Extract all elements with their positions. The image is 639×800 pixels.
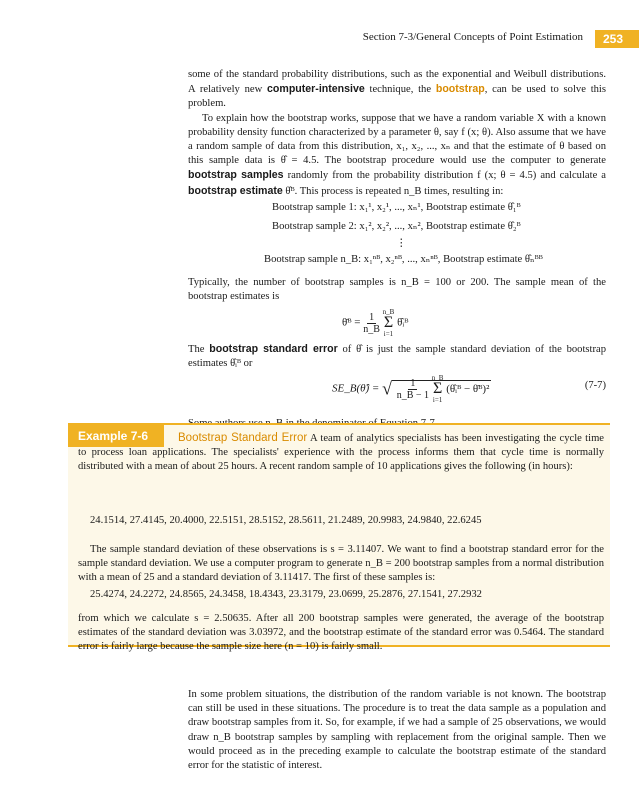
example-label: Example 7-6: [68, 425, 164, 447]
sample-line: Bootstrap sample 2: x₁², x₂², ..., xₙ², Bootstrap estimate θ̂₂ᴮ: [272, 221, 521, 232]
se-equation: SE_B(θ̂) = √ $\frac{1}{n\_B - 1}$ n_B Σ i=1 (θ̂ᵢᴮ − θ̄ᴮ)²: [332, 374, 490, 404]
page-header: [0, 30, 639, 48]
intro-text: [188, 68, 606, 199]
page-number: 253: [595, 30, 639, 48]
example-box: [68, 423, 610, 653]
typical-text: Typically, the number of bootstrap samples is n_B = 100 or 200. The sample mean of the bootstrap estimates is: [188, 277, 606, 303]
bootstrap-sample-list: [264, 201, 543, 267]
example-paragraph-3: from which we calculate s = 2.50635. After all 200 bootstrap samples were generated, the average of the bootstrap estimates of the standard deviation was 3.03972, and the bootstrap estimate of the standard error was 0.5464. The standard error is fairly large because the sample size here (n = 10) is fairly small.: [78, 613, 604, 653]
closing-paragraph: In some problem situations, the distribution of the random variable is not known. The bootstrap can still be used in these situations. The procedure is to treat the data sample as a population and draw bootstrap samples from it. So, for example, if we had a sample of 25 observations, we would draw n_B bootstrap samples by sampling with replacement from the original sample. Then we would proceed as in the preceding example to calculate the bootstrap estimate of the standard error for the statistic of interest.: [188, 689, 606, 772]
se-paragraph: The bootstrap standard error of θ̂ is just the sample standard deviation of the bootstrap estimates θ̂ᵢᴮ or: [188, 343, 606, 370]
intro-paragraph-1: some of the standard probability distributions, such as the exponential and Weibull distributions. A relatively new computer-intensive technique, the bootstrap, can be used to solve this problem.: [188, 69, 606, 110]
running-title: Section 7-3/General Concepts of Point Estimation: [362, 31, 583, 43]
example-data-1: 24.1514, 27.4145, 20.4000, 22.5151, 28.5152, 28.5611, 21.2489, 20.9983, 24.9840, 22.6245: [90, 515, 482, 526]
example-title: Bootstrap Standard Error: [178, 432, 308, 444]
intro-paragraph-2: To explain how the bootstrap works, suppose that we have a random variable X with a known probability density function characterized by a parameter θ, say f (x; θ). Also assume that we have a random sample of data from this distribution, x₁, x₂, ..., xₙ and that the estimate of θ based on this sample data is θ̂ = 4.5. The bootstrap procedure would use the computer to generate bootstrap samples randomly from the probability distribution f (x; θ = 4.5) and calculate a bootstrap estimate θ̂ᴮ. This process is repeated n_B times, resulting in:: [188, 112, 606, 197]
equation-number: (7-7): [584, 380, 606, 391]
sample-line: Bootstrap sample 1: x₁¹, x₂¹, ..., xₙ¹, Bootstrap estimate θ̂₁ᴮ: [272, 202, 521, 213]
example-paragraph-1: Bootstrap Standard Error A team of analytics specialists has been investigating the cycle time to process loan applications. The specialists' experience with the process informs them that cycle time is normally distributed with a mean of about 25 hours. A recent random sample of 10 applications gives the following (in hours):: [78, 432, 605, 473]
example-paragraph-2: The sample standard deviation of these observations is s = 3.11407. We want to find a bootstrap standard error for the sample standard deviation. We use a computer program to generate n_B = 200 bootstrap samples from a normal distribution with a mean of 25 and a standard deviation of 3.11417. The first of these samples is:: [78, 544, 604, 584]
example-data-2: 25.4274, 24.2272, 24.8565, 24.3458, 18.4343, 23.3179, 23.0699, 25.2876, 27.1541, 27.2932: [90, 589, 482, 600]
sample-ellipsis: ⋮: [396, 238, 407, 249]
sample-line: Bootstrap sample n_B: x₁ⁿᴮ, x₂ⁿᴮ, ..., xₙⁿᴮ, Bootstrap estimate θ̂ₙᴮᴮ: [264, 254, 543, 265]
mean-equation: θ̄ᴮ = $\frac{1}{n\_B}$ n_B Σ i=1 θ̂ᵢᴮ: [342, 308, 409, 338]
